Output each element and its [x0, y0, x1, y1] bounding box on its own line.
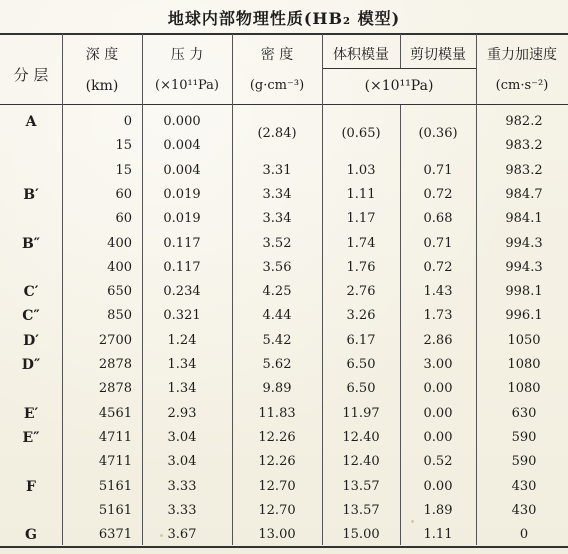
- row-gravity: 994.3: [505, 259, 543, 275]
- row-density: [232, 135, 322, 157]
- header-bottom-rule: [0, 104, 568, 105]
- row-gravity: 590: [511, 429, 537, 445]
- row-layer: [0, 160, 62, 182]
- row-layer: [0, 500, 62, 522]
- row-shear-modulus: 0.00: [423, 405, 453, 421]
- row-density: 9.89: [262, 381, 292, 397]
- row-bulk-modulus: 15.00: [342, 527, 380, 543]
- header-pressure-unit: (×10¹¹Pa): [155, 78, 219, 93]
- row-bulk-modulus: 3.26: [346, 308, 376, 324]
- row-density: 12.26: [258, 454, 296, 470]
- row-bulk-modulus: 12.40: [342, 454, 380, 470]
- row-density: 5.62: [262, 357, 292, 372]
- row-layer: G: [25, 527, 37, 544]
- row-gravity: 994.3: [505, 235, 543, 251]
- row-density: 5.42: [262, 332, 292, 348]
- row-shear-modulus: (0.36): [418, 126, 458, 142]
- row-depth: 2700: [98, 332, 132, 348]
- row-shear-modulus: 1.11: [423, 527, 453, 543]
- row-shear-modulus: 0.72: [423, 186, 453, 202]
- row-bulk-modulus: 1.03: [346, 162, 376, 178]
- row-pressure: 3.04: [167, 429, 197, 445]
- row-shear-modulus: 0.71: [423, 235, 453, 251]
- header-gravity-unit: (cm·s⁻²): [495, 78, 549, 93]
- row-depth: 4711: [98, 429, 132, 445]
- row-gravity: 983.2: [505, 138, 543, 154]
- row-depth: 6371: [98, 527, 132, 543]
- scan-speck: [411, 520, 414, 523]
- header-gravity: 重力加速度: [487, 47, 557, 63]
- row-pressure: 0.004: [163, 162, 201, 178]
- row-bulk-modulus: 13.57: [342, 502, 380, 518]
- row-layer: D′: [23, 332, 39, 349]
- row-density: 13.00: [258, 527, 296, 543]
- row-gravity: 630: [511, 405, 537, 421]
- row-shear-modulus: 2.86: [423, 332, 453, 348]
- row-pressure: 1.24: [167, 332, 197, 348]
- row-pressure: 0.019: [163, 186, 201, 202]
- row-pressure: 1.34: [167, 357, 197, 372]
- row-layer: F: [26, 478, 36, 495]
- top-rule: [0, 33, 568, 35]
- row-gravity: 1050: [507, 332, 541, 348]
- row-pressure: 1.34: [167, 381, 197, 397]
- row-bulk-modulus: 6.50: [346, 357, 376, 372]
- row-depth: 60: [115, 211, 132, 227]
- row-shear-modulus: 3.00: [423, 357, 453, 372]
- col-divider-6: [476, 34, 477, 545]
- row-bulk-modulus: 12.40: [342, 429, 380, 445]
- header-depth: 深 度: [85, 47, 119, 63]
- row-bulk-modulus: 11.97: [342, 405, 380, 421]
- row-pressure: 3.04: [167, 454, 197, 470]
- row-layer: E′: [23, 405, 39, 422]
- row-shear-modulus: [400, 135, 476, 157]
- row-layer: A: [25, 114, 37, 130]
- row-pressure: 0.117: [163, 235, 201, 251]
- row-shear-modulus: 0.72: [423, 259, 453, 275]
- row-depth: 4711: [98, 454, 132, 470]
- row-layer: B″: [21, 235, 41, 252]
- row-density: 3.34: [262, 211, 292, 227]
- row-depth: 650: [107, 284, 132, 300]
- row-layer: C″: [22, 308, 40, 325]
- header-density: 密 度: [260, 47, 294, 63]
- row-gravity: 983.2: [505, 162, 543, 178]
- row-layer: [0, 135, 62, 157]
- row-depth: 0: [123, 114, 132, 129]
- row-density: 4.44: [262, 308, 292, 324]
- row-gravity: 982.2: [505, 114, 543, 129]
- row-depth: 15: [115, 162, 132, 178]
- header-layer: 分 层: [13, 66, 49, 84]
- row-pressure: 0.000: [163, 114, 201, 129]
- row-gravity: 590: [511, 454, 537, 470]
- row-shear-modulus: 1.73: [423, 308, 453, 324]
- row-gravity: 998.1: [505, 284, 543, 300]
- row-bulk-modulus: 2.76: [346, 284, 376, 300]
- row-gravity: 984.7: [505, 186, 543, 202]
- row-depth: 15: [115, 138, 132, 154]
- row-depth: 400: [107, 259, 132, 275]
- row-gravity: 0: [519, 527, 529, 543]
- row-depth: 60: [115, 186, 132, 202]
- row-layer: E″: [22, 429, 40, 446]
- row-shear-modulus: 0.00: [423, 381, 453, 397]
- row-pressure: 0.234: [163, 284, 201, 300]
- header-pressure: 压 力: [170, 47, 204, 63]
- row-shear-modulus: 0.00: [423, 478, 453, 494]
- row-density: 12.70: [258, 478, 296, 494]
- row-layer: D″: [21, 357, 41, 373]
- row-density: 11.83: [258, 405, 296, 421]
- row-density: 3.31: [262, 162, 292, 178]
- row-shear-modulus: 1.89: [423, 502, 453, 518]
- row-bulk-modulus: 1.17: [346, 211, 376, 227]
- row-gravity: 1080: [507, 357, 541, 372]
- row-shear-modulus: 0.00: [423, 429, 453, 445]
- row-bulk-modulus: 6.17: [346, 332, 376, 348]
- row-depth: 2878: [98, 357, 132, 372]
- row-layer: C′: [23, 284, 39, 301]
- row-gravity: 430: [511, 502, 537, 518]
- row-depth: 5161: [98, 478, 132, 494]
- row-bulk-modulus: 6.50: [346, 381, 376, 397]
- row-layer: [0, 451, 62, 473]
- row-shear-modulus: 1.43: [423, 284, 453, 300]
- row-density: 3.52: [262, 235, 292, 251]
- header-depth-unit: (km): [85, 78, 119, 94]
- row-bulk-modulus: 1.11: [346, 186, 376, 202]
- row-shear-modulus: 0.68: [423, 211, 453, 227]
- row-pressure: 3.67: [167, 527, 197, 543]
- row-depth: 400: [107, 235, 132, 251]
- row-bulk-modulus: [322, 135, 400, 157]
- row-density: 12.26: [258, 429, 296, 445]
- header-shear-modulus: 剪切模量: [410, 47, 466, 63]
- bottom-rule: [0, 546, 568, 548]
- row-gravity: 984.1: [505, 211, 543, 227]
- row-depth: 2878: [98, 381, 132, 397]
- row-shear-modulus: 0.71: [423, 162, 453, 178]
- header-moduli-unit: (×10¹¹Pa): [364, 78, 434, 94]
- row-pressure: 0.019: [163, 211, 201, 227]
- row-pressure: 2.93: [167, 405, 197, 421]
- header-bulk-modulus: 体积模量: [333, 47, 389, 63]
- row-bulk-modulus: (0.65): [341, 126, 381, 142]
- row-shear-modulus: 0.52: [423, 454, 453, 470]
- row-pressure: 0.117: [163, 259, 201, 275]
- row-density: (2.84): [257, 126, 297, 142]
- row-depth: 5161: [98, 502, 132, 518]
- row-pressure: 0.004: [163, 138, 201, 154]
- row-layer: [0, 208, 62, 230]
- row-gravity: 430: [511, 478, 537, 494]
- row-density: 3.56: [262, 259, 292, 275]
- row-layer: B′: [23, 186, 39, 203]
- scan-speck: [160, 534, 163, 537]
- row-pressure: 3.33: [167, 502, 197, 518]
- header-density-unit: (g·cm⁻³): [249, 78, 305, 93]
- row-depth: 850: [107, 308, 132, 324]
- row-layer: [0, 378, 62, 400]
- row-density: 12.70: [258, 502, 296, 518]
- row-density: 4.25: [262, 284, 292, 300]
- row-pressure: 0.321: [163, 308, 201, 324]
- row-depth: 4561: [98, 405, 132, 421]
- row-density: 3.34: [262, 186, 292, 202]
- row-gravity: 1080: [507, 381, 541, 397]
- row-gravity: 996.1: [505, 308, 543, 324]
- row-layer: [0, 257, 62, 279]
- moduli-header-rule: [322, 68, 476, 69]
- row-bulk-modulus: 1.74: [346, 235, 376, 251]
- row-bulk-modulus: 13.57: [342, 478, 380, 494]
- table-title: 地球内部物理性质(HB₂ 模型): [167, 9, 401, 28]
- row-pressure: 3.33: [167, 478, 197, 494]
- row-bulk-modulus: 1.76: [346, 259, 376, 275]
